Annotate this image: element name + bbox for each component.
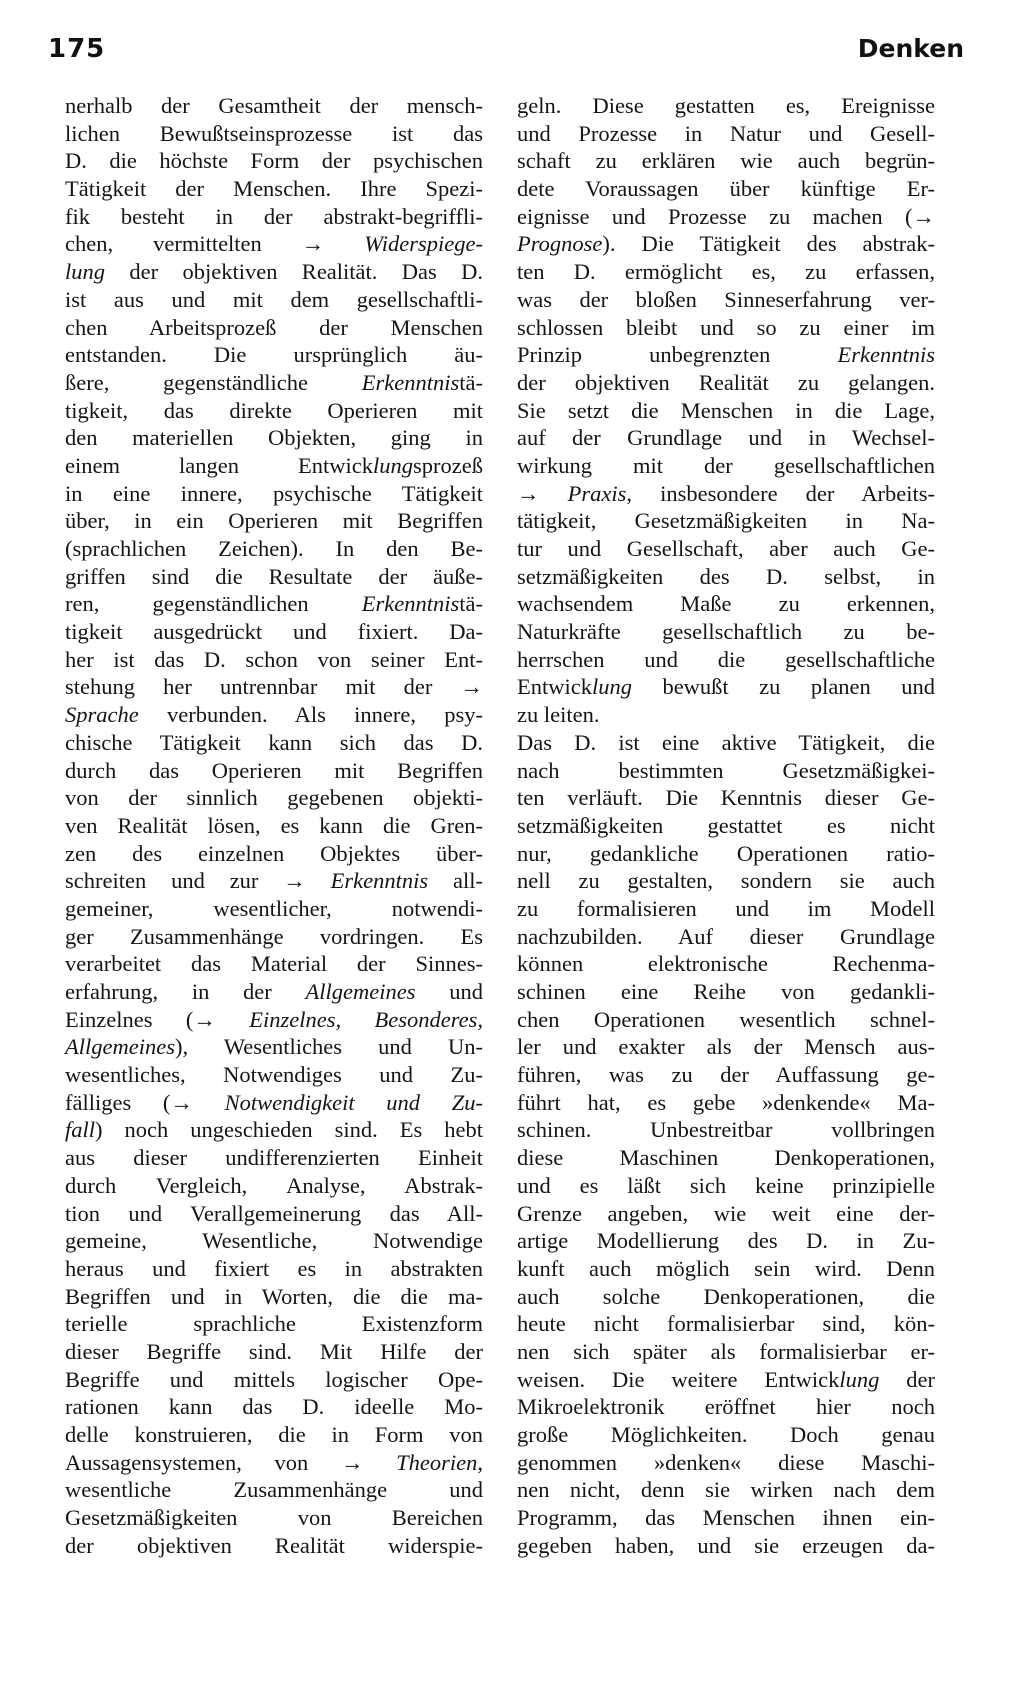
text-line: der objektiven Realität zu gelangen.	[517, 369, 935, 395]
text-line: genommen »denken« diese Maschi-	[517, 1449, 935, 1475]
text-line: über, in ein Operieren mit Begriffen	[65, 508, 483, 534]
text-line: dete Voraussagen über künftige Er-	[517, 176, 935, 202]
text-line: herrschen und die gesellschaftliche	[517, 646, 935, 672]
text-line: Begriffen und in Worten, die die ma-	[65, 1283, 483, 1309]
text-line: Tätigkeit der Menschen. Ihre Spezi-	[65, 176, 483, 202]
text-line: zu leiten.	[517, 702, 600, 728]
text-line: chen Operationen wesentlich schnel-	[517, 1006, 935, 1032]
text-line: nen sich später als formalisierbar er-	[517, 1338, 935, 1364]
right-text-column	[517, 92, 935, 1559]
text-line: Gesetzmäßigkeiten von Bereichen	[65, 1505, 483, 1531]
text-line: → Praxis, insbesondere der Arbeits-	[517, 480, 935, 506]
text-line: tigkeit ausgedrückt und fixiert. Da-	[65, 619, 483, 645]
text-line: nur, gedankliche Operationen ratio-	[517, 840, 935, 866]
text-line: chische Tätigkeit kann sich das D.	[65, 729, 483, 755]
text-line: Naturkräfte gesellschaftlich zu be-	[517, 619, 935, 645]
text-line: können elektronische Rechenma-	[517, 951, 935, 977]
text-line: was der bloßen Sinneserfahrung ver-	[517, 286, 935, 312]
text-line: wirkung mit der gesellschaftlichen	[517, 452, 935, 478]
text-line: gemeiner, wesentlicher, notwendi-	[65, 895, 483, 921]
text-line: Aussagensystemen, von → Theorien,	[65, 1449, 483, 1475]
text-line: den materiellen Objekten, ging in	[65, 425, 483, 451]
text-line: heraus und fixiert es in abstrakten	[65, 1255, 483, 1281]
text-line: führt hat, es gebe »denkende« Ma-	[517, 1089, 935, 1115]
text-line: nerhalb der Gesamtheit der mensch-	[65, 93, 483, 118]
text-line: Allgemeines), Wesentliches und Un-	[65, 1034, 483, 1060]
text-line: und Prozesse in Natur und Gesell-	[517, 120, 935, 146]
text-line: große Möglichkeiten. Doch genau	[517, 1422, 935, 1447]
text-line: weisen. Die weitere Entwicklung der	[517, 1366, 936, 1392]
page-header	[48, 34, 964, 74]
text-line: her ist das D. schon von seiner Ent-	[65, 646, 483, 672]
text-line: artige Modellierung des D. in Zu-	[517, 1228, 935, 1254]
text-line: Das D. ist eine aktive Tätigkeit, die	[517, 729, 935, 755]
text-line: schlossen bleibt und so zu einer im	[517, 314, 935, 340]
text-line: ßere, gegenständliche Erkenntnistä-	[65, 369, 483, 395]
text-line: Einzelnes (→ Einzelnes, Besonderes,	[65, 1006, 483, 1032]
text-line: (sprachlichen Zeichen). In den Be-	[65, 536, 483, 561]
text-line: D. die höchste Form der psychischen	[65, 148, 483, 174]
text-line: der objektiven Realität widerspie-	[65, 1532, 483, 1558]
page-number: 175	[48, 34, 106, 64]
text-line: zu formalisieren und im Modell	[517, 895, 935, 921]
text-line: verarbeitet das Material der Sinnes-	[65, 951, 483, 977]
text-line: chen Arbeitsprozeß der Menschen	[65, 314, 483, 340]
text-line: nell zu gestalten, sondern sie auch	[517, 868, 935, 894]
text-line: führen, was zu der Auffassung ge-	[517, 1062, 935, 1088]
text-line: fik besteht in der abstrakt-begriffli-	[65, 203, 483, 229]
text-line: geln. Diese gestatten es, Ereignisse	[517, 93, 935, 118]
text-line: entstanden. Die ursprünglich äu-	[65, 342, 483, 368]
text-line: durch Vergleich, Analyse, Abstrak-	[65, 1172, 483, 1198]
text-line: schinen eine Reihe von gedankli-	[517, 979, 935, 1004]
text-line: wesentliches, Notwendiges und Zu-	[65, 1062, 483, 1088]
text-line: Prognose). Die Tätigkeit des abstrak-	[517, 231, 935, 257]
text-line: eignisse und Prozesse zu machen (→	[517, 203, 935, 229]
text-line: Sprache verbunden. Als innere, psy-	[65, 702, 483, 728]
text-line: kunft auch möglich sein wird. Denn	[517, 1255, 935, 1281]
text-line: tion und Verallgemeinerung das All-	[65, 1200, 483, 1226]
text-line: ten verläuft. Die Kenntnis dieser Ge-	[517, 785, 935, 811]
text-line: erfahrung, in der Allgemeines und	[65, 979, 484, 1004]
text-line: rationen kann das D. ideelle Mo-	[65, 1394, 483, 1420]
text-line: auch solche Denkoperationen, die	[517, 1283, 935, 1309]
text-line: schreiten und zur → Erkenntnis all-	[65, 868, 483, 894]
text-line: ler und exakter als der Mensch aus-	[517, 1034, 935, 1060]
text-line: setzmäßigkeiten des D. selbst, in	[517, 563, 935, 589]
text-line: tigkeit, das direkte Operieren mit	[65, 397, 483, 423]
text-line: und es läßt sich keine prinzipielle	[517, 1172, 935, 1198]
text-line: Programm, das Menschen ihnen ein-	[517, 1505, 935, 1531]
text-line: Mikroelektronik eröffnet hier noch	[517, 1394, 935, 1420]
text-line: griffen sind die Resultate der äuße-	[65, 563, 483, 589]
text-line: schaft zu erklären wie auch begrün-	[517, 148, 935, 174]
text-line: Begriffe und mittels logischer Ope-	[65, 1366, 483, 1392]
text-line: zen des einzelnen Objektes über-	[65, 840, 483, 866]
text-line: aus dieser undifferenzierten Einheit	[65, 1145, 483, 1171]
text-line: chen, vermittelten → Widerspiege-	[65, 231, 483, 257]
text-line: nachzubilden. Auf dieser Grundlage	[517, 923, 935, 949]
text-line: nen nicht, denn sie wirken nach dem	[517, 1477, 935, 1503]
text-line: nach bestimmten Gesetzmäßigkei-	[517, 757, 935, 783]
text-line: schinen. Unbestreitbar vollbringen	[517, 1117, 935, 1143]
text-line: stehung her untrennbar mit der →	[65, 674, 483, 700]
text-line: dieser Begriffe sind. Mit Hilfe der	[65, 1338, 483, 1364]
text-line: von der sinnlich gegebenen objekti-	[65, 785, 483, 811]
running-head: Denken	[857, 34, 964, 63]
text-line: Prinzip unbegrenzten Erkenntnis	[517, 342, 935, 368]
text-line: ist aus und mit dem gesellschaftli-	[65, 286, 483, 312]
text-line: setzmäßigkeiten gestattet es nicht	[517, 812, 935, 838]
left-text-column	[65, 92, 483, 1559]
text-line: Entwicklung bewußt zu planen und	[517, 674, 935, 700]
text-line: ven Realität lösen, es kann die Gren-	[65, 812, 483, 838]
text-line: wesentliche Zusammenhänge und	[65, 1477, 483, 1503]
text-line: lichen Bewußtseinsprozesse ist das	[65, 120, 483, 146]
text-line: diese Maschinen Denkoperationen,	[517, 1145, 935, 1171]
text-line: terielle sprachliche Existenzform	[65, 1311, 483, 1337]
text-line: ren, gegenständlichen Erkenntnistä-	[65, 591, 483, 617]
text-line: in eine innere, psychische Tätigkeit	[65, 480, 483, 506]
text-line: lung der objektiven Realität. Das D.	[65, 259, 483, 285]
text-line: gegeben haben, und sie erzeugen da-	[517, 1532, 935, 1558]
text-line: tur und Gesellschaft, aber auch Ge-	[517, 536, 935, 561]
text-line: durch das Operieren mit Begriffen	[65, 757, 483, 783]
text-line: delle konstruieren, die in Form von	[65, 1422, 483, 1447]
text-line: auf der Grundlage und in Wechsel-	[517, 425, 935, 451]
text-line: heute nicht formalisierbar sind, kön-	[517, 1311, 935, 1337]
text-line: tätigkeit, Gesetzmäßigkeiten in Na-	[517, 508, 935, 534]
text-line: Grenze angeben, wie weit eine der-	[517, 1200, 935, 1226]
text-line: wachsendem Maße zu erkennen,	[517, 591, 935, 617]
text-line: ten D. ermöglicht es, zu erfassen,	[517, 259, 935, 285]
text-line: fall) noch ungeschieden sind. Es hebt	[65, 1117, 483, 1143]
text-line: ger Zusammenhänge vordringen. Es	[65, 923, 483, 949]
text-line: gemeine, Wesentliche, Notwendige	[65, 1228, 483, 1254]
text-line: Sie setzt die Menschen in die Lage,	[517, 397, 935, 423]
text-line: einem langen Entwicklungsprozeß	[65, 452, 483, 478]
text-line: fälliges (→ Notwendigkeit und Zu-	[65, 1089, 483, 1115]
